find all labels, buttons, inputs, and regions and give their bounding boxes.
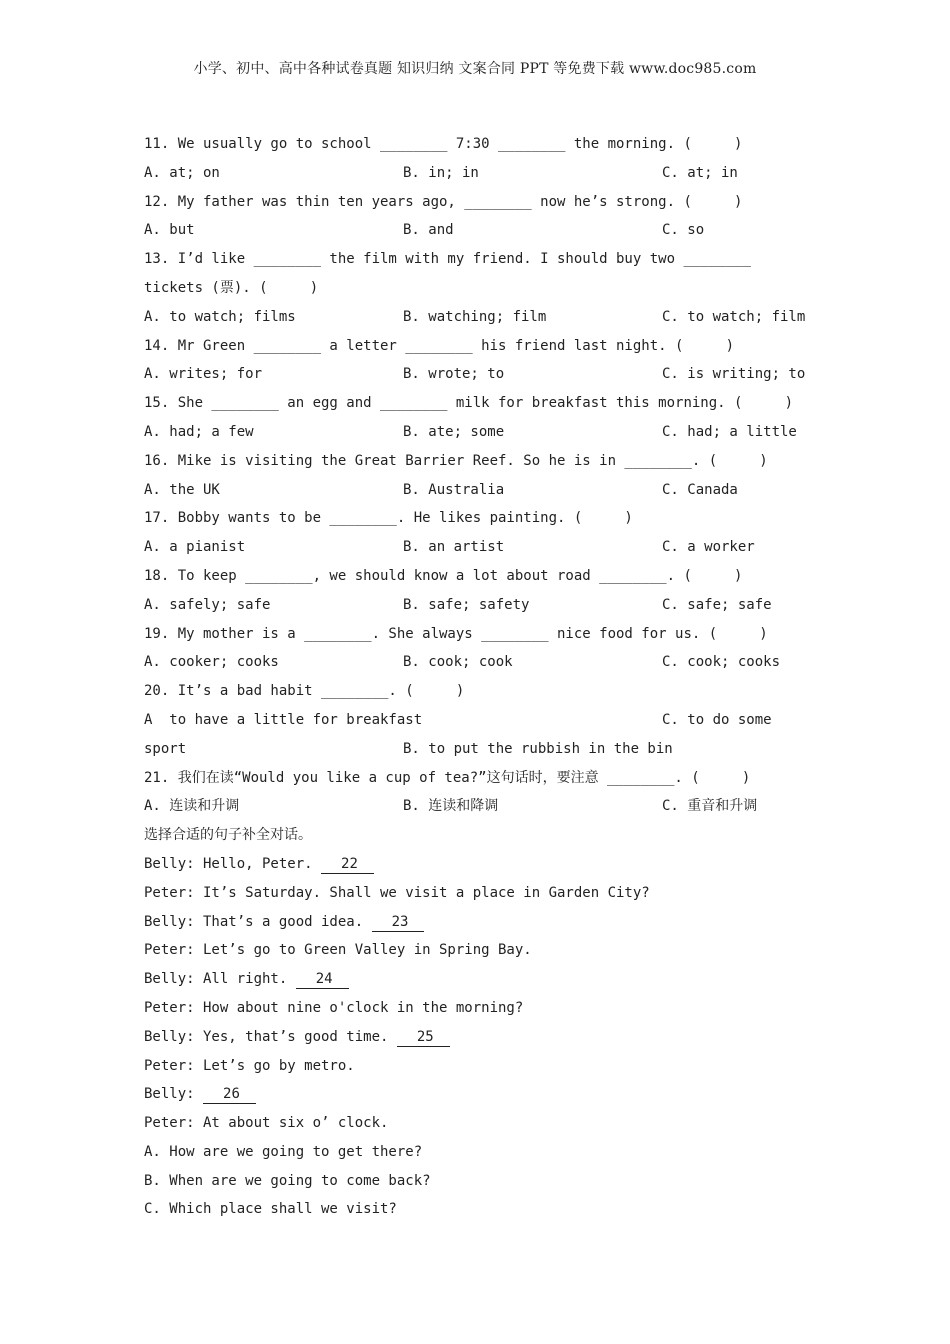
question-15-stem: 15. She ________ an egg and ________ milk for breakfast this morning. ( ) — [144, 395, 794, 412]
option-c: C. so — [662, 222, 705, 239]
question-18-options — [144, 591, 824, 620]
question-13-stem: 13. I’d like ________ the film with my friend. I should buy two ________ — [144, 251, 751, 268]
option-a: A to have a little for breakfast — [144, 711, 423, 728]
option-a: A. at; on — [144, 164, 220, 181]
question-20-options-row1 — [144, 706, 824, 735]
option-a: A. the UK — [144, 481, 220, 498]
dialogue-line — [144, 936, 824, 965]
dialogue-text: Peter: Let’s go to Green Valley in Spring Bay. — [144, 942, 532, 959]
dialogue-text: Belly: That’s a good idea. — [144, 913, 372, 930]
option-c: C. cook; cooks — [662, 654, 781, 671]
dialogue-text: Peter: It’s Saturday. Shall we visit a place in Garden City? — [144, 884, 650, 901]
question-21-options — [144, 792, 824, 821]
question-18-stem: 18. To keep ________, we should know a lot about road ________. ( ) — [144, 567, 743, 584]
option-a: A. writes; for — [144, 366, 263, 383]
option-b: B. an artist — [403, 539, 505, 556]
question-11-stem: 11. We usually go to school ________ 7:30 ________ the morning. ( ) — [144, 136, 743, 152]
dialogue-line — [144, 994, 824, 1023]
option-a: A. but — [144, 222, 195, 239]
answer-blank: 22 — [321, 855, 374, 874]
option-b: B. Australia — [403, 481, 505, 498]
option-b: B. wrote; to — [403, 366, 505, 383]
option-a: A. 连读和升调 — [144, 798, 240, 815]
question-19-options — [144, 648, 824, 677]
question-12-options — [144, 216, 824, 245]
dialogue-line — [144, 879, 824, 908]
dialogue-line — [144, 1052, 824, 1081]
question-21-stem: 21. 我们在读“Would you like a cup of tea?”这句话时，要注意 ________. ( ) — [144, 769, 751, 786]
option-b: B. watching; film — [403, 308, 547, 325]
dialogue-text: Belly: All right. — [144, 971, 296, 988]
option-c: C. to do some — [662, 711, 772, 728]
question-14-options — [144, 360, 824, 389]
exam-content — [144, 130, 824, 1224]
dialogue-line — [144, 965, 824, 994]
question-20-options-row2 — [144, 735, 824, 764]
dialogue-line — [144, 1080, 824, 1109]
option-b: B. ate; some — [403, 423, 505, 440]
question-11-options — [144, 159, 824, 188]
answer-blank: 23 — [372, 913, 425, 932]
choice-c: C. Which place shall we visit? — [144, 1201, 397, 1218]
question-13-stem-cont: tickets (票). ( ) — [144, 279, 319, 296]
option-c-cont: sport — [144, 740, 187, 757]
dialogue-line — [144, 908, 824, 937]
option-c: C. had; a little — [662, 423, 797, 440]
dialogue-line — [144, 850, 824, 879]
question-14-stem: 14. Mr Green ________ a letter ________ his friend last night. ( ) — [144, 337, 735, 354]
answer-blank: 24 — [296, 970, 349, 989]
question-16-options — [144, 476, 824, 505]
answer-blank: 25 — [397, 1028, 450, 1047]
option-c: C. 重音和升调 — [662, 798, 758, 815]
option-b: B. cook; cook — [403, 654, 513, 671]
question-15-options — [144, 418, 824, 447]
question-13-options — [144, 303, 824, 332]
dialogue-text: Peter: Let’s go by metro. — [144, 1057, 355, 1074]
option-a: A. a pianist — [144, 539, 246, 556]
dialogue-text: Belly: Yes, that’s good time. — [144, 1028, 397, 1045]
question-12-stem: 12. My father was thin ten years ago, ________ now he’s strong. ( ) — [144, 193, 743, 210]
dialogue-instruction: 选择合适的句子补全对话。 — [144, 827, 312, 844]
option-a: A. safely; safe — [144, 596, 271, 613]
choice-a: A. How are we going to get there? — [144, 1143, 423, 1160]
dialogue-text: Peter: How about nine o'clock in the morning? — [144, 999, 524, 1016]
dialogue-text: Belly: Hello, Peter. — [144, 855, 322, 872]
dialogue-line — [144, 1109, 824, 1138]
question-17-options — [144, 533, 824, 562]
answer-blank: 26 — [203, 1085, 256, 1104]
option-a: A. to watch; films — [144, 308, 296, 325]
option-c: C. safe; safe — [662, 596, 772, 613]
choice-b: B. When are we going to come back? — [144, 1172, 431, 1189]
option-a: A. had; a few — [144, 423, 254, 440]
option-c: C. is writing; to — [662, 366, 806, 383]
question-19-stem: 19. My mother is a ________. She always ________ nice food for us. ( ) — [144, 625, 768, 642]
dialogue-line — [144, 1023, 824, 1052]
page-header: 小学、初中、高中各种试卷真题 知识归纳 文案合同 PPT 等免费下载 www.doc985.com — [193, 61, 757, 77]
option-b: B. 连读和降调 — [403, 798, 499, 815]
option-c: C. a worker — [662, 539, 755, 556]
question-16-stem: 16. Mike is visiting the Great Barrier Reef. So he is in ________. ( ) — [144, 452, 768, 469]
option-b: B. and — [403, 222, 454, 239]
option-b: B. in; in — [403, 164, 479, 181]
dialogue-text: Peter: At about six o’ clock. — [144, 1115, 389, 1132]
option-c: C. at; in — [662, 164, 738, 181]
option-b: B. to put the rubbish in the bin — [403, 740, 673, 757]
option-b: B. safe; safety — [403, 596, 530, 613]
question-17-stem: 17. Bobby wants to be ________. He likes painting. ( ) — [144, 510, 633, 527]
option-c: C. Canada — [662, 481, 738, 498]
question-20-stem: 20. It’s a bad habit ________. ( ) — [144, 683, 465, 700]
option-c: C. to watch; film — [662, 308, 806, 325]
dialogue-text: Belly: — [144, 1086, 204, 1103]
option-a: A. cooker; cooks — [144, 654, 279, 671]
